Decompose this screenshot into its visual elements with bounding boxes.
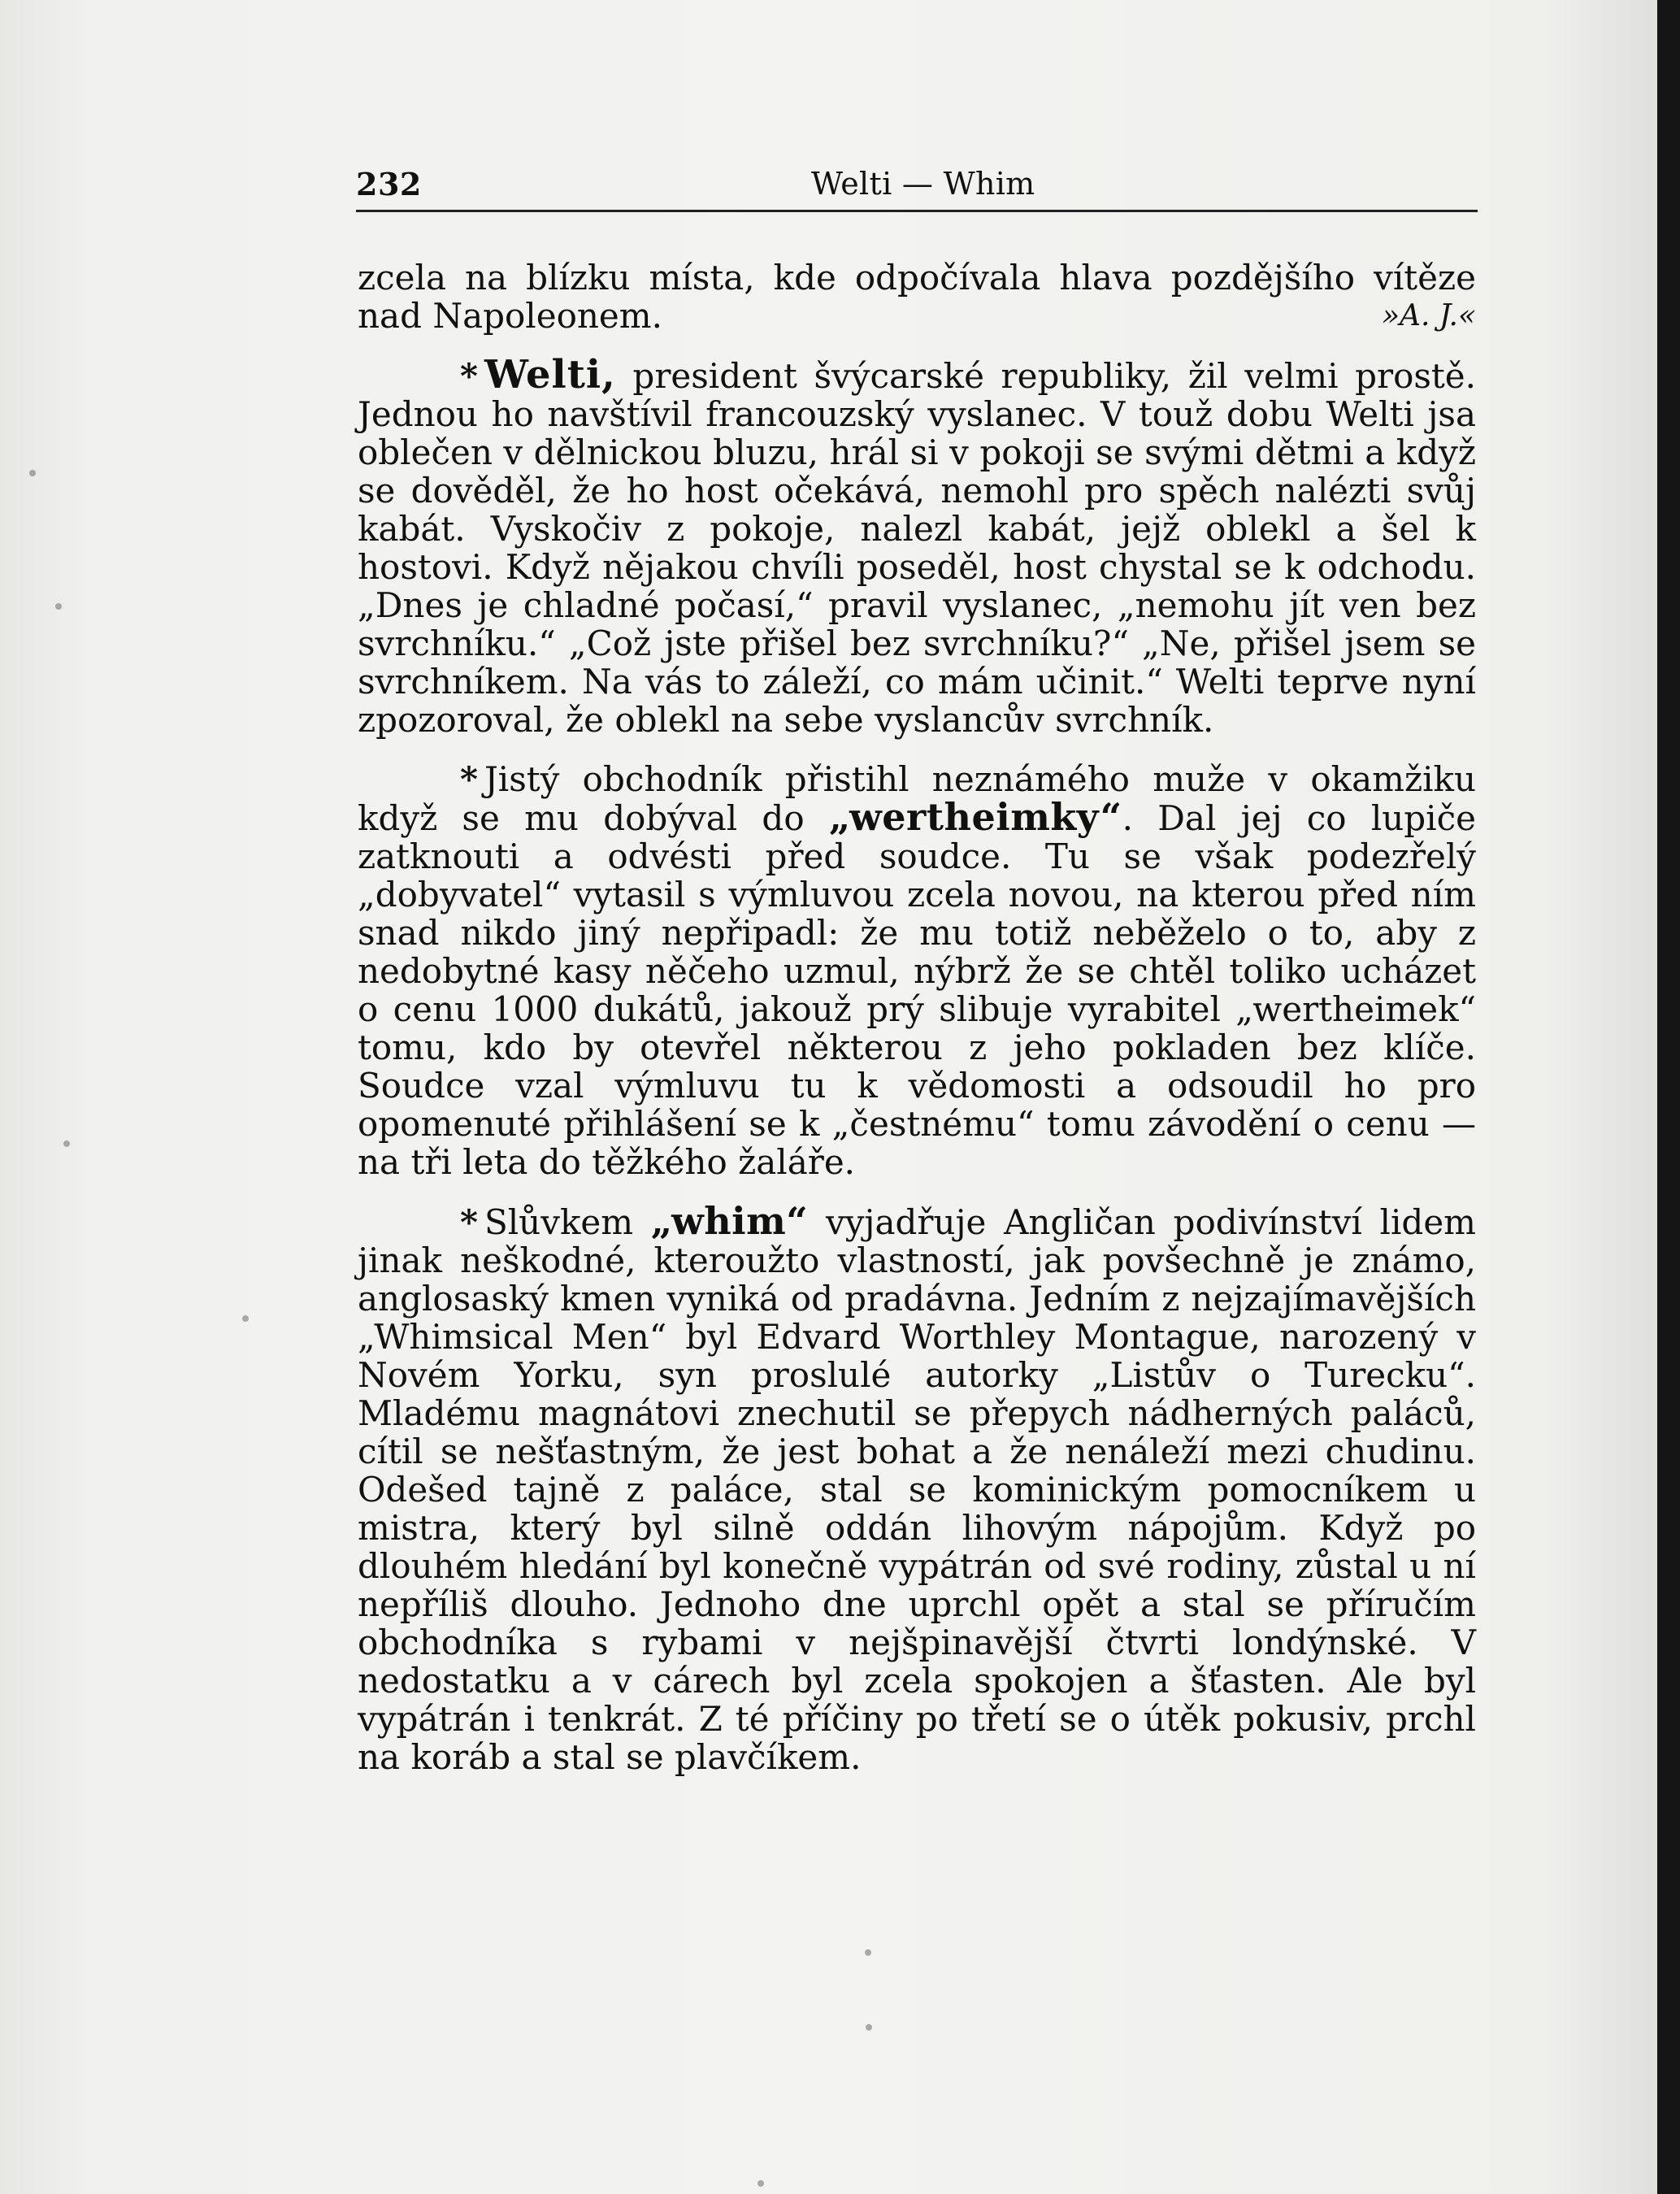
entry-star-marker: *	[460, 1202, 478, 1242]
header-rule	[356, 210, 1478, 212]
paragraph-text-before: Jistý obchodník přistihl neznámého muže v okamžiku když se mu dobýval do	[358, 759, 1476, 838]
headword-welti: Welti,	[484, 352, 616, 398]
emphasized-word-whim: „whim“	[650, 1199, 809, 1243]
scan-speck	[865, 1949, 871, 1956]
author-signature: »A. J.«	[1381, 299, 1476, 332]
paragraph-wertheimky	[358, 760, 1476, 1181]
scan-speck	[63, 1140, 70, 1147]
running-title: Welti — Whim	[811, 166, 1035, 202]
paragraph-text: president švýcarské republiky, žil velmi prostě. Jednou ho navštívil francouzský vyslanec. V touž dobu Welti jsa oblečen v dělnickou bluzu, hrál si v pokoji se svými dětmi a když se dověděl, že ho host očekává, nemohl pro spěch nalézti svůj kabát. Vyskočiv z pokoje, nalezl kabát, jejž oblekl a šel k hostovi. Když nějakou chvíli poseděl, host chystal se k odchodu. „Dnes je chladné počasí,“ pravil vyslanec, „nemohu jít ven bez svrchníku.“ „Což jste přišel bez svrchníku?“ „Ne, přišel jsem se svrchníkem. Na vás to záleží, co mám učinit.“ Welti teprve nyní zpozoroval, že oblekl na sebe vyslancův svrchník.	[358, 356, 1476, 740]
entry-star-marker: *	[460, 356, 478, 396]
page-body	[358, 259, 1476, 1797]
page-number: 232	[356, 166, 422, 202]
edge-mark	[1657, 114, 1660, 471]
paragraph-text-after: vyjadřuje Angličan podivínství lidem jinak neškodné, kteroužto vlastností, jak povšechně je známo, anglosaský kmen vyniká od pradávna. Jedním z nejzajímavějších „Whimsical Men“ byl Edvard Worthley Montague, narozený v Novém Yorku, syn proslulé autorky „Listův o Turecku“. Mladému magnátovi znechutil se přepych nádherných paláců, cítil se nešťastným, že jest bohat a že nenáleží mezi chudinu. Odešed tajně z paláce, stal se kominickým pomocníkem u mistra, který byl silně oddán lihovým nápojům. Když po dlouhém hledání byl konečně vypátrán od své rodiny, zůstal u ní nepříliš dlouho. Jednoho dne uprchl opět a stal se příručím obchodníka s rybami v nejšpinavější čtvrti londýnské. V nedostatku a v cárech byl zcela spokojen a šťasten. Ale byl vypátrán i tenkrát. Z té příčiny po třetí se o útěk pokusiv, prchl na koráb a stal se plavčíkem.	[358, 1202, 1476, 1777]
emphasized-word-wertheimky: „wertheimky“	[828, 795, 1122, 839]
paragraph-text-before: Slůvkem	[484, 1202, 651, 1242]
edge-mark	[1657, 1983, 1660, 2146]
edge-mark	[1657, 1041, 1660, 1544]
scan-speck	[242, 1315, 249, 1322]
scan-speck	[758, 2180, 764, 2187]
paragraph-napoleon-ending	[358, 259, 1476, 335]
paragraph-welti	[358, 352, 1476, 740]
scan-speck	[55, 603, 62, 610]
scan-speck	[29, 470, 36, 476]
paragraph-text: zcela na blízku místa, kde odpočívala hlava pozdějšího vítěze nad Napoleonem.	[358, 258, 1476, 336]
entry-star-marker: *	[460, 759, 478, 799]
running-header	[356, 163, 1478, 211]
scan-speck	[866, 2024, 872, 2031]
page-edge-binding	[1657, 0, 1680, 2194]
paragraph-whim	[358, 1199, 1476, 1777]
paragraph-text-after: . Dal jej co lupiče zatknouti a odvésti před soudce. Tu se však podezřelý „dobyvatel“ vytasil s výmluvou zcela novou, na kterou před ním snad nikdo jiný nepřipadl: že mu totiž neběželo o to, aby z nedobytné kasy něčeho uzmul, nýbrž že se chtěl toliko ucházet o cenu 1000 dukátů, jakouž prý slibuje vyrabitel „wertheimek“ tomu, kdo by otevřel některou z jeho pokladen bez klíče. Soudce vzal výmluvu tu k vědomosti a odsoudil ho pro opomenuté přihlášení se k „čestnému“ tomu závodění o cenu — na tři leta do těžkého žaláře.	[358, 798, 1476, 1182]
